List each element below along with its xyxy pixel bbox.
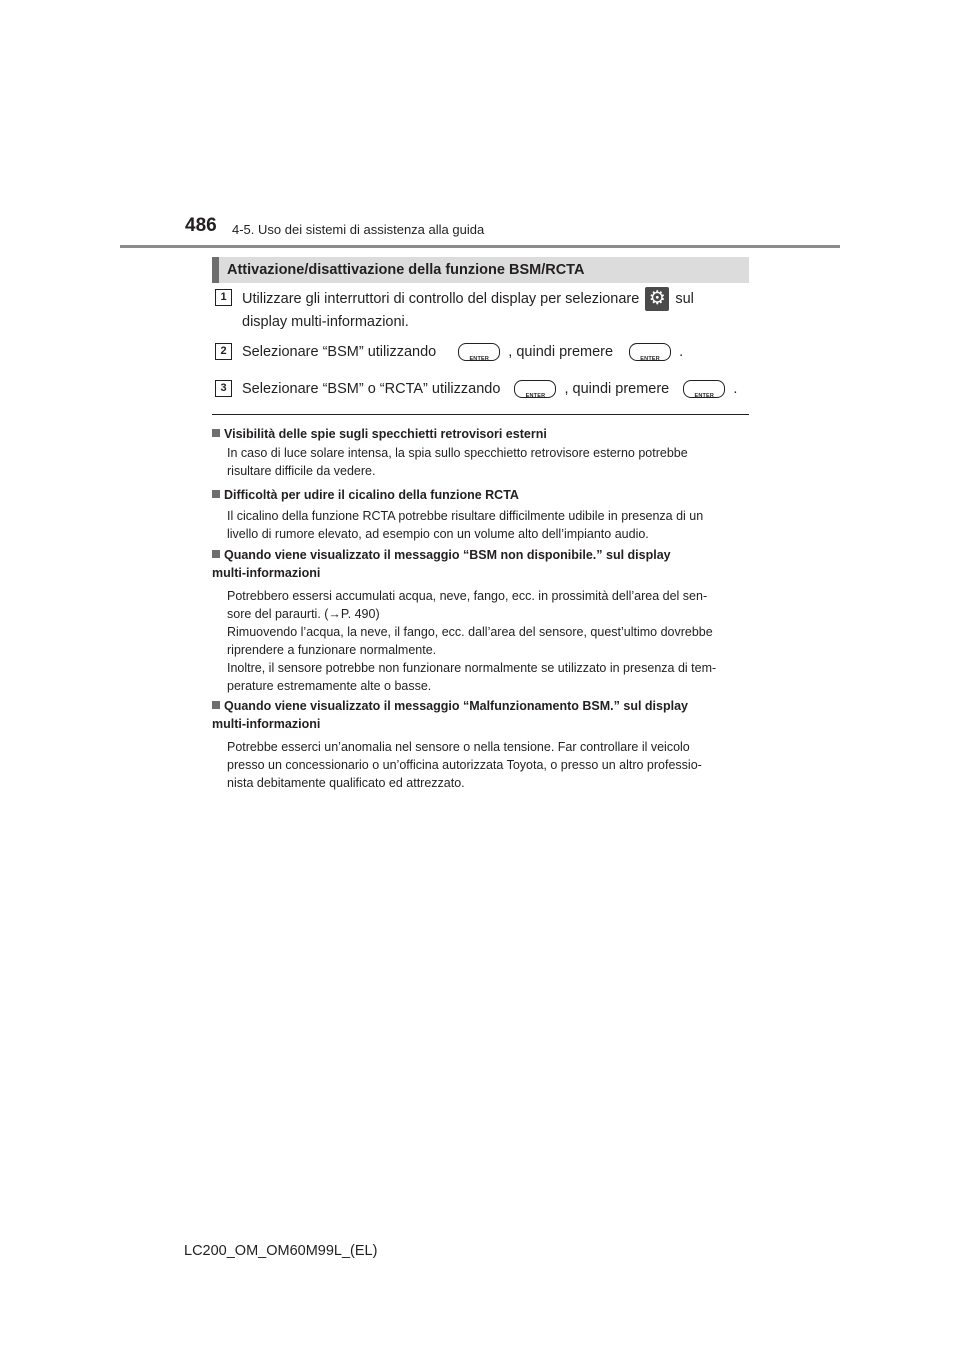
note-title-text: Quando viene visualizzato il messaggio “Malfunzionamento BSM.” sul display <box>224 699 688 713</box>
banner-accent-bar <box>212 257 219 283</box>
step-number-2: 2 <box>215 343 232 360</box>
enter-button-icon <box>514 380 556 398</box>
step-3-before: Selezionare “BSM” o “RCTA” utilizzando <box>242 381 501 397</box>
enter-button-icon <box>458 343 500 361</box>
step-3-text <box>242 378 737 400</box>
note-title-text: multi-informazioni <box>212 717 321 731</box>
step-2-text <box>242 341 683 363</box>
note-body <box>227 444 746 480</box>
enter-button-icon <box>683 380 725 398</box>
step-1-text <box>242 287 694 333</box>
note-title <box>212 697 749 733</box>
section-banner <box>212 257 749 283</box>
note-title-text: Difficoltà per udire il cicalino della funzione RCTA <box>224 488 519 502</box>
step-3-after: . <box>733 381 738 397</box>
step-number-3: 3 <box>215 380 232 397</box>
note-line: In caso di luce solare intensa, la spia sullo specchietto retrovisore esterno potrebbe <box>227 446 688 460</box>
note-line: risultare difficile da vedere. <box>227 464 376 478</box>
note-line: riprendere a funzionare normalmente. <box>227 643 437 657</box>
step-2-after: . <box>679 344 684 360</box>
gear-icon: ⚙ <box>645 287 669 311</box>
banner-title: Attivazione/disattivazione della funzione BSM/RCTA <box>227 262 585 278</box>
note-title <box>212 425 749 443</box>
step-1-line2: display multi-informazioni. <box>242 314 409 330</box>
note-line: nista debitamente qualificato ed attrezzato. <box>227 776 465 790</box>
page-number: 486 <box>185 215 217 236</box>
steps-divider <box>212 414 749 415</box>
header-divider <box>120 245 840 248</box>
step-1-after: sul <box>675 290 694 307</box>
step-2-middle: , quindi premere <box>508 344 614 360</box>
note-title <box>212 546 749 582</box>
step-3-middle: , quindi premere <box>564 381 670 397</box>
bullet-square-icon <box>212 550 220 558</box>
note-body <box>227 738 746 792</box>
note-line: presso un concessionario o un’officina autorizzata Toyota, o presso un altro professio- <box>227 758 702 772</box>
bullet-square-icon <box>212 490 220 498</box>
bullet-square-icon <box>212 701 220 709</box>
note-line: Rimuovendo l’acqua, la neve, il fango, ecc. dall’area del sensore, quest’ultimo dovrebbe <box>227 625 713 639</box>
note-line: perature estremamente alte o basse. <box>227 679 432 693</box>
note-line: Potrebbe esserci un’anomalia nel sensore o nella tensione. Far controllare il veicolo <box>227 740 690 754</box>
step-1-before: Utilizzare gli interruttori di controllo del display per selezionare <box>242 290 640 307</box>
note-title-text: Visibilità delle spie sugli specchietti retrovisori esterni <box>224 427 547 441</box>
section-title: 4-5. Uso dei sistemi di assistenza alla guida <box>232 222 485 237</box>
note-line: livello di rumore elevato, ad esempio con un volume alto dell’impianto audio. <box>227 527 649 541</box>
step-2-before: Selezionare “BSM” utilizzando <box>242 344 437 360</box>
note-body <box>227 587 746 695</box>
step-number-1: 1 <box>215 289 232 306</box>
note-title <box>212 486 749 504</box>
note-line: Inoltre, il sensore potrebbe non funzionare normalmente se utilizzato in presenza di tem- <box>227 661 717 675</box>
note-line: Il cicalino della funzione RCTA potrebbe risultare difficilmente udibile in presenza di un <box>227 509 704 523</box>
bullet-square-icon <box>212 429 220 437</box>
note-body <box>227 507 746 543</box>
enter-button-icon <box>629 343 671 361</box>
note-title-text: multi-informazioni <box>212 566 321 580</box>
document-code: LC200_OM_OM60M99L_(EL) <box>184 1243 378 1259</box>
note-title-text: Quando viene visualizzato il messaggio “BSM non disponibile.” sul display <box>224 548 671 562</box>
note-line: sore del paraurti. (→P. 490) <box>227 607 380 621</box>
note-line: Potrebbero essersi accumulati acqua, neve, fango, ecc. in prossimità dell’area del sen- <box>227 589 708 603</box>
